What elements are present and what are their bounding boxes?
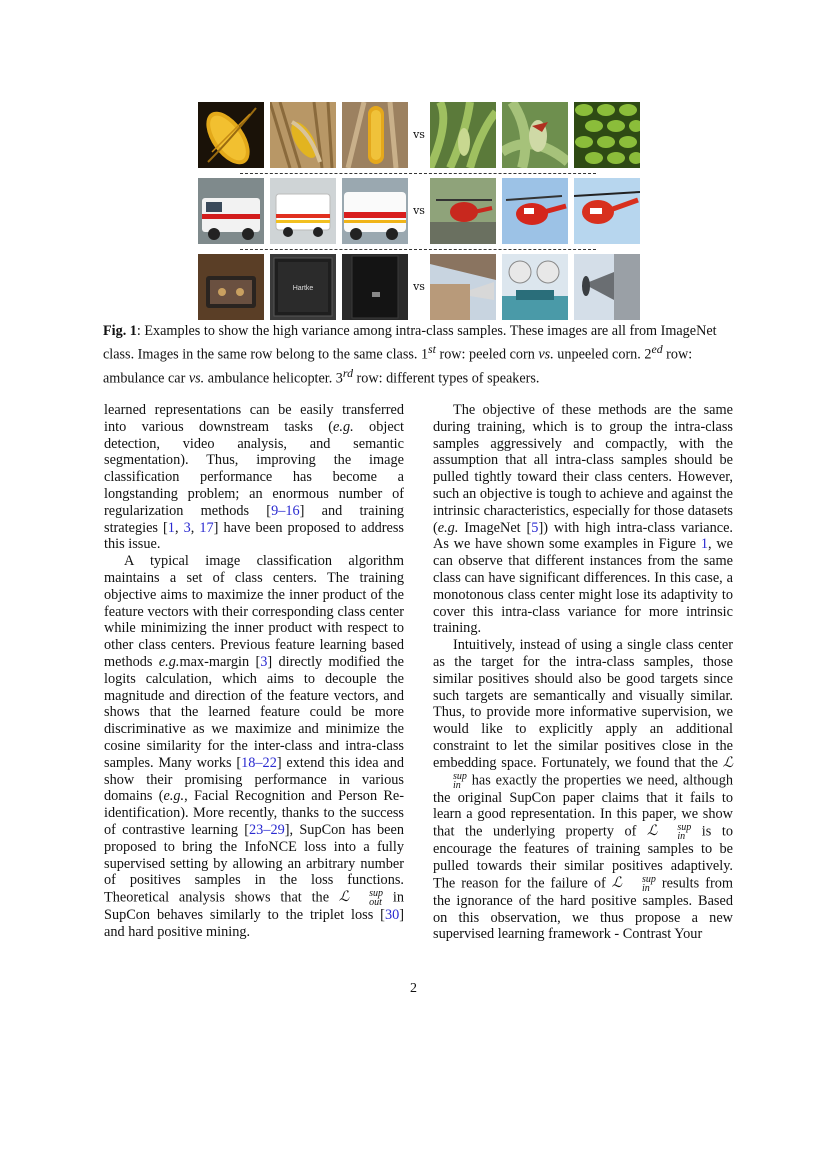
text: max-margin [ xyxy=(179,653,261,670)
figure-image xyxy=(270,254,336,320)
text: ], SupCon has been proposed to bring the InfoNCE loss into a fully supervised setting by allowing an arbitrary number of positives samples in the loss functions. Theoretical analysis shows that the xyxy=(104,821,404,906)
math-sub: in xyxy=(642,882,650,894)
figure-label: Fig. 1 xyxy=(103,323,137,339)
text: ImageNet [ xyxy=(458,519,532,536)
figure-image xyxy=(270,102,336,168)
caption-vs: vs. xyxy=(538,346,554,363)
text: ] have been proposed to address this issue. xyxy=(104,519,404,553)
citation-link[interactable]: 23–29 xyxy=(249,821,285,838)
text: ] extend this idea and show their promising performance in various domains ( xyxy=(104,754,405,805)
figure-image xyxy=(430,178,496,244)
caption-text: row: ambulance car xyxy=(103,346,693,387)
caption-sup: st xyxy=(428,342,436,356)
math-symbol: ℒ xyxy=(338,889,350,906)
caption-text: row: different types of speakers. xyxy=(352,370,540,387)
left-column xyxy=(104,402,404,941)
citation-link[interactable]: 17 xyxy=(199,519,214,536)
text: The objective of these methods are the same during training, which is to group the intra-class samples aggressively and compactly, with the assumption that all intra-class samples should be pulled tightly toward their class centers. However, such an objective is tough to achieve and against the intrinsic characteristics, especially for those datasets ( xyxy=(433,402,733,536)
figure-image xyxy=(270,178,336,244)
figure-image xyxy=(574,178,640,244)
figure-ref-link[interactable]: 1 xyxy=(700,536,708,553)
figure-row-ambulance xyxy=(198,178,639,244)
caption-sup: rd xyxy=(342,365,353,380)
text: results from the ignorance of the hard positive samples. Based on this observation, we thus propose a new supervised learning framework - Contrast Your xyxy=(433,875,733,943)
math-sub: in xyxy=(677,831,686,843)
text: e.g. xyxy=(333,418,354,435)
text: ] directly modified the logits calculation, which aims to decouple the magnitude and direction of the feature vectors, and shows that the learned feature could be more discriminative as we maximize and minimize the cosine similarity for the inter-class and intra-class samples. Many works [ xyxy=(104,653,405,771)
paragraph xyxy=(433,402,733,637)
text: , xyxy=(174,519,184,536)
math-sup: sup xyxy=(453,770,467,782)
paragraph xyxy=(104,553,404,941)
citation-link[interactable]: 5 xyxy=(531,519,539,536)
math-sup: sup xyxy=(369,888,384,900)
text: in SupCon behaves similarly to the triplet loss [ xyxy=(104,889,404,924)
figure-image xyxy=(342,254,408,320)
vs-label: vs xyxy=(413,204,425,217)
page-number: 2 xyxy=(410,981,417,996)
text: object detection, video analysis, and semantic segmentation). Thus, improving the image classification performance has become a longstanding problem; an enormous number of regularization methods [ xyxy=(104,418,404,519)
math-symbol: ℒ xyxy=(611,875,623,891)
figure-image xyxy=(198,254,264,320)
figure-image xyxy=(502,254,568,320)
figure-image xyxy=(430,102,496,168)
text: e.g. xyxy=(163,788,185,805)
citation-link[interactable]: 9–16 xyxy=(271,502,300,519)
paragraph xyxy=(433,637,733,943)
caption-text: row: peeled corn xyxy=(435,346,539,363)
citation-link[interactable]: 30 xyxy=(384,907,400,924)
text: , we can observe that different instances from the same class can have significant differences. In this case, a monotonous class center might lose its adaptivity to cover this intra-class variance for more intrinsic training. xyxy=(433,536,734,637)
text: A typical image classification algorithm maintains a set of class centers. The training objective aims to maximize the inner product of the feature vectors with their corresponding class center while minimizing the inner product with respect to other class centers. Previous feature learning based methods xyxy=(104,553,404,670)
text: ] and training strategies [ xyxy=(104,502,404,536)
figure-image xyxy=(198,178,264,244)
figure-caption xyxy=(103,322,736,387)
figure-image xyxy=(198,102,264,168)
citation-link[interactable]: 3 xyxy=(260,653,268,670)
caption-text: unpeeled corn. 2 xyxy=(553,346,652,363)
paragraph xyxy=(104,402,404,553)
vs-label: vs xyxy=(413,280,425,293)
figure-image xyxy=(574,254,640,320)
math-sub: out xyxy=(369,897,382,909)
math-loss-out xyxy=(338,888,384,909)
figure-1 xyxy=(198,102,639,320)
text: , xyxy=(190,519,200,536)
figure-row-corn xyxy=(198,102,639,168)
math-symbol: ℒ xyxy=(722,754,733,771)
caption-sup: ed xyxy=(651,342,663,356)
figure-image xyxy=(430,254,496,320)
text: e.g. xyxy=(158,653,180,670)
figure-image xyxy=(342,178,408,244)
citation-link[interactable]: 18–22 xyxy=(241,754,277,771)
citation-link[interactable]: 3 xyxy=(183,519,191,536)
speaker-brand-label: Hartke xyxy=(292,285,314,292)
math-symbol: ℒ xyxy=(647,823,658,840)
row-divider xyxy=(240,173,596,174)
right-column xyxy=(433,402,733,943)
math-sup: sup xyxy=(642,873,656,885)
math-loss-in xyxy=(611,873,656,894)
row-divider xyxy=(240,249,596,250)
text: e.g. xyxy=(437,519,459,536)
text: ]) with high intra-class variance. As we have shown some examples in Figure xyxy=(433,519,733,553)
text: is to encourage the features of training samples to be pulled towards their similar positives adaptively. The reason for the failure of xyxy=(433,823,734,891)
figure-image xyxy=(574,102,640,168)
text: has exactly the properties we need, although the original SupCon paper claims that it fails to learn a good representation. In this paper, we show that the underlying property of xyxy=(433,771,733,840)
math-sup: sup xyxy=(677,822,692,834)
text: ] and hard positive mining. xyxy=(104,907,404,940)
figure-image xyxy=(502,102,568,168)
figure-row-speakers xyxy=(198,254,639,320)
text: , Facial Recognition and Person Re-identification). More recently, thanks to the success of contrastive learning [ xyxy=(104,788,404,838)
figure-image xyxy=(342,102,408,168)
text: learned representations can be easily transferred into various downstream tasks ( xyxy=(104,402,404,435)
caption-vs: vs. xyxy=(188,370,205,387)
text: Intuitively, instead of using a single class center as the target for the intra-class samples, those similar positives should also be good targets since such targets are semantically and visually similar. Thus, to provide more informative supervision, we would like to explicitly apply an additional constraint to let the similar positives close in the embedding space. Fortunately, we found that the xyxy=(433,637,733,771)
figure-image xyxy=(502,178,568,244)
math-loss-in xyxy=(647,822,692,843)
vs-label: vs xyxy=(413,128,425,141)
caption-text: ambulance helicopter. 3 xyxy=(204,370,343,387)
caption-text: : Examples to show the high variance among intra-class samples. These images are all from ImageNet class. Images in the same row belong to the same class. 1 xyxy=(103,323,717,363)
math-sub: in xyxy=(453,779,461,791)
citation-link[interactable]: 1 xyxy=(167,519,175,536)
